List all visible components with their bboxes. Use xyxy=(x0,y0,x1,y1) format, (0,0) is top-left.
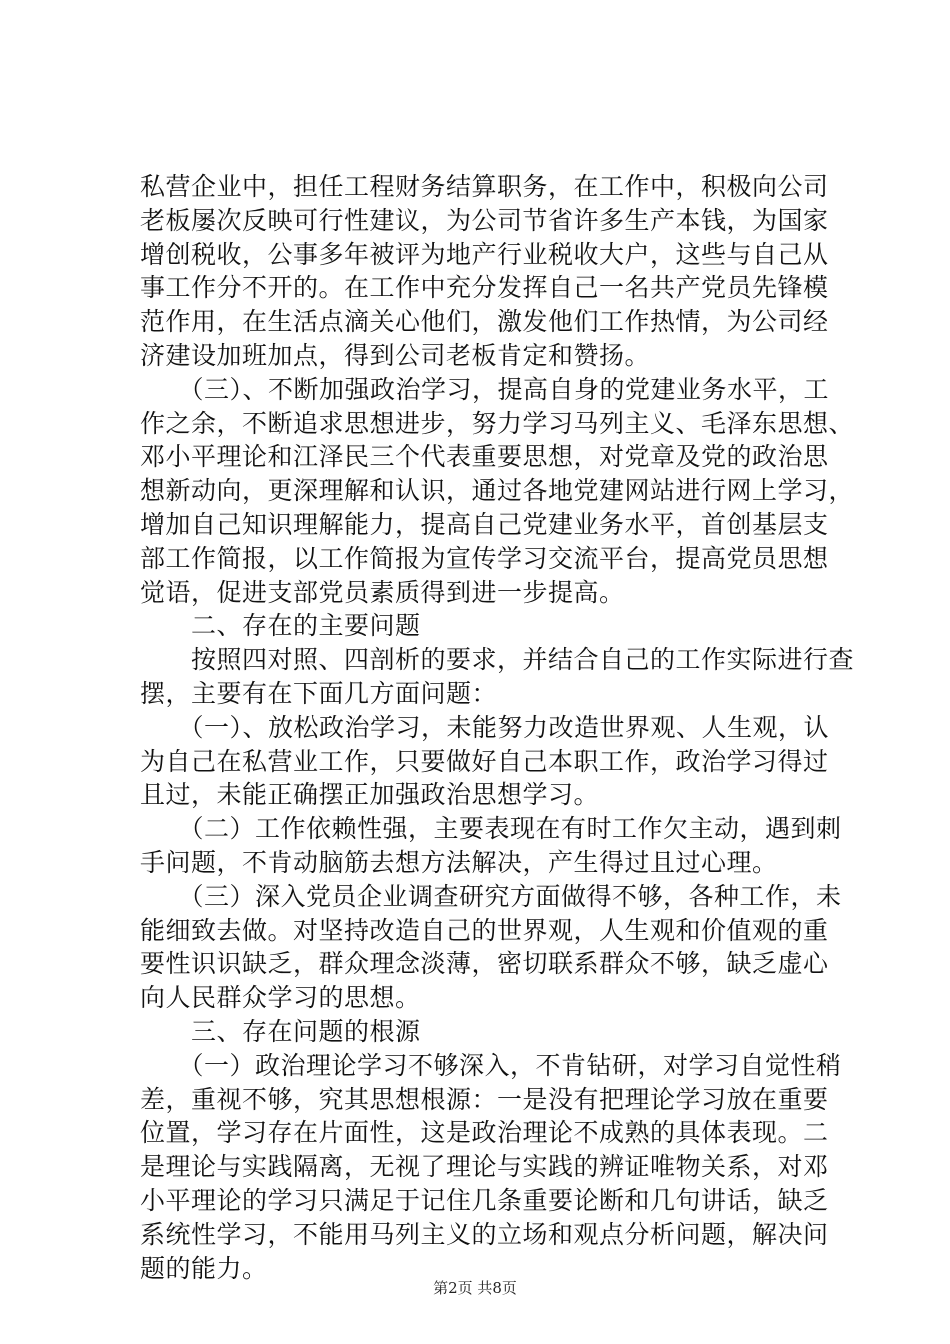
text-line: （二）工作依赖性强，主要表现在有时工作欠主动，遇到刺 xyxy=(140,814,842,844)
text-line: 觉语，促进支部党员素质得到进一步提高。 xyxy=(140,577,625,607)
section-heading: 三、存在问题的根源 xyxy=(140,1016,421,1046)
text-line: 私营企业中，担任工程财务结算职务，在工作中，积极向公司 xyxy=(140,172,829,201)
text-line: 为自己在私营业工作，只要做好自己本职工作，政治学习得过 xyxy=(140,746,829,776)
text-line: 小平理论的学习只满足于记住几条重要论断和几句讲话，缺乏 xyxy=(140,1185,829,1215)
text-line: 系统性学习，不能用马列主义的立场和观点分析问题，解决问 xyxy=(140,1219,829,1249)
text-line: 老板屡次反映可行性建议，为公司节省许多生产本钱，为国家 xyxy=(140,205,829,235)
text-line: 且过，未能正确摆正加强政治思想学习。 xyxy=(140,780,600,810)
text-line: 向人民群众学习的思想。 xyxy=(140,983,421,1013)
text-line: 位置，学习存在片面性，这是政治理论不成熟的具体表现。二 xyxy=(140,1118,829,1148)
text-line: （三）、不断加强政治学习，提高自身的党建业务水平，工 xyxy=(140,374,830,404)
text-line: 要性识识缺乏，群众理念淡薄，密切联系群众不够，缺乏虚心 xyxy=(140,949,829,979)
text-line: 想新动向，更深理解和认识，通过各地党建网站进行网上学习， xyxy=(140,476,855,506)
text-line: 范作用，在生活点滴关心他们，激发他们工作热情，为公司经 xyxy=(140,307,829,337)
text-line: 摆，主要有在下面几方面问题： xyxy=(140,678,498,708)
text-line: 部工作简报，以工作简报为宣传学习交流平台，提高党员思想 xyxy=(140,543,829,573)
text-line: 能细致去做。对坚持改造自己的世界观，人生观和价值观的重 xyxy=(140,915,829,945)
text-line: 题的能力。 xyxy=(140,1253,268,1283)
text-line: 手问题，不肯动脑筋去想方法解决，产生得过且过心理。 xyxy=(140,847,778,877)
text-line: （一）、放松政治学习，未能努力改造世界观、人生观，认 xyxy=(140,712,830,742)
page-footer xyxy=(0,1278,950,1298)
text-line: 事工作分不开的。在工作中充分发挥自己一名共产党员先锋模 xyxy=(140,273,829,303)
text-line: 济建设加班加点，得到公司老板肯定和赞扬。 xyxy=(140,340,651,370)
text-line: 邓小平理论和江泽民三个代表重要思想，对党章及党的政治思 xyxy=(140,442,829,472)
text-line: 增加自己知识理解能力，提高自己党建业务水平，首创基层支 xyxy=(140,509,829,539)
text-line: 增创税收，公事多年被评为地产行业税收大户，这些与自己从 xyxy=(140,239,829,269)
page-number: 第2页 共8页 xyxy=(433,1279,517,1297)
document-body xyxy=(140,170,855,1285)
text-line: （一）政治理论学习不够深入，不肯钻研，对学习自觉性稍 xyxy=(140,1050,842,1080)
text-line: 是理论与实践隔离，无视了理论与实践的辨证唯物关系，对邓 xyxy=(140,1152,829,1182)
text-line: 差，重视不够，究其思想根源：一是没有把理论学习放在重要 xyxy=(140,1084,829,1114)
section-heading: 二、存在的主要问题 xyxy=(140,611,421,641)
text-line: （三）深入党员企业调查研究方面做得不够，各种工作，未 xyxy=(140,881,842,911)
text-line: 作之余，不断追求思想进步，努力学习马列主义、毛泽东思想、 xyxy=(140,408,855,438)
text-line: 按照四对照、四剖析的要求，并结合自己的工作实际进行查 xyxy=(140,645,855,675)
